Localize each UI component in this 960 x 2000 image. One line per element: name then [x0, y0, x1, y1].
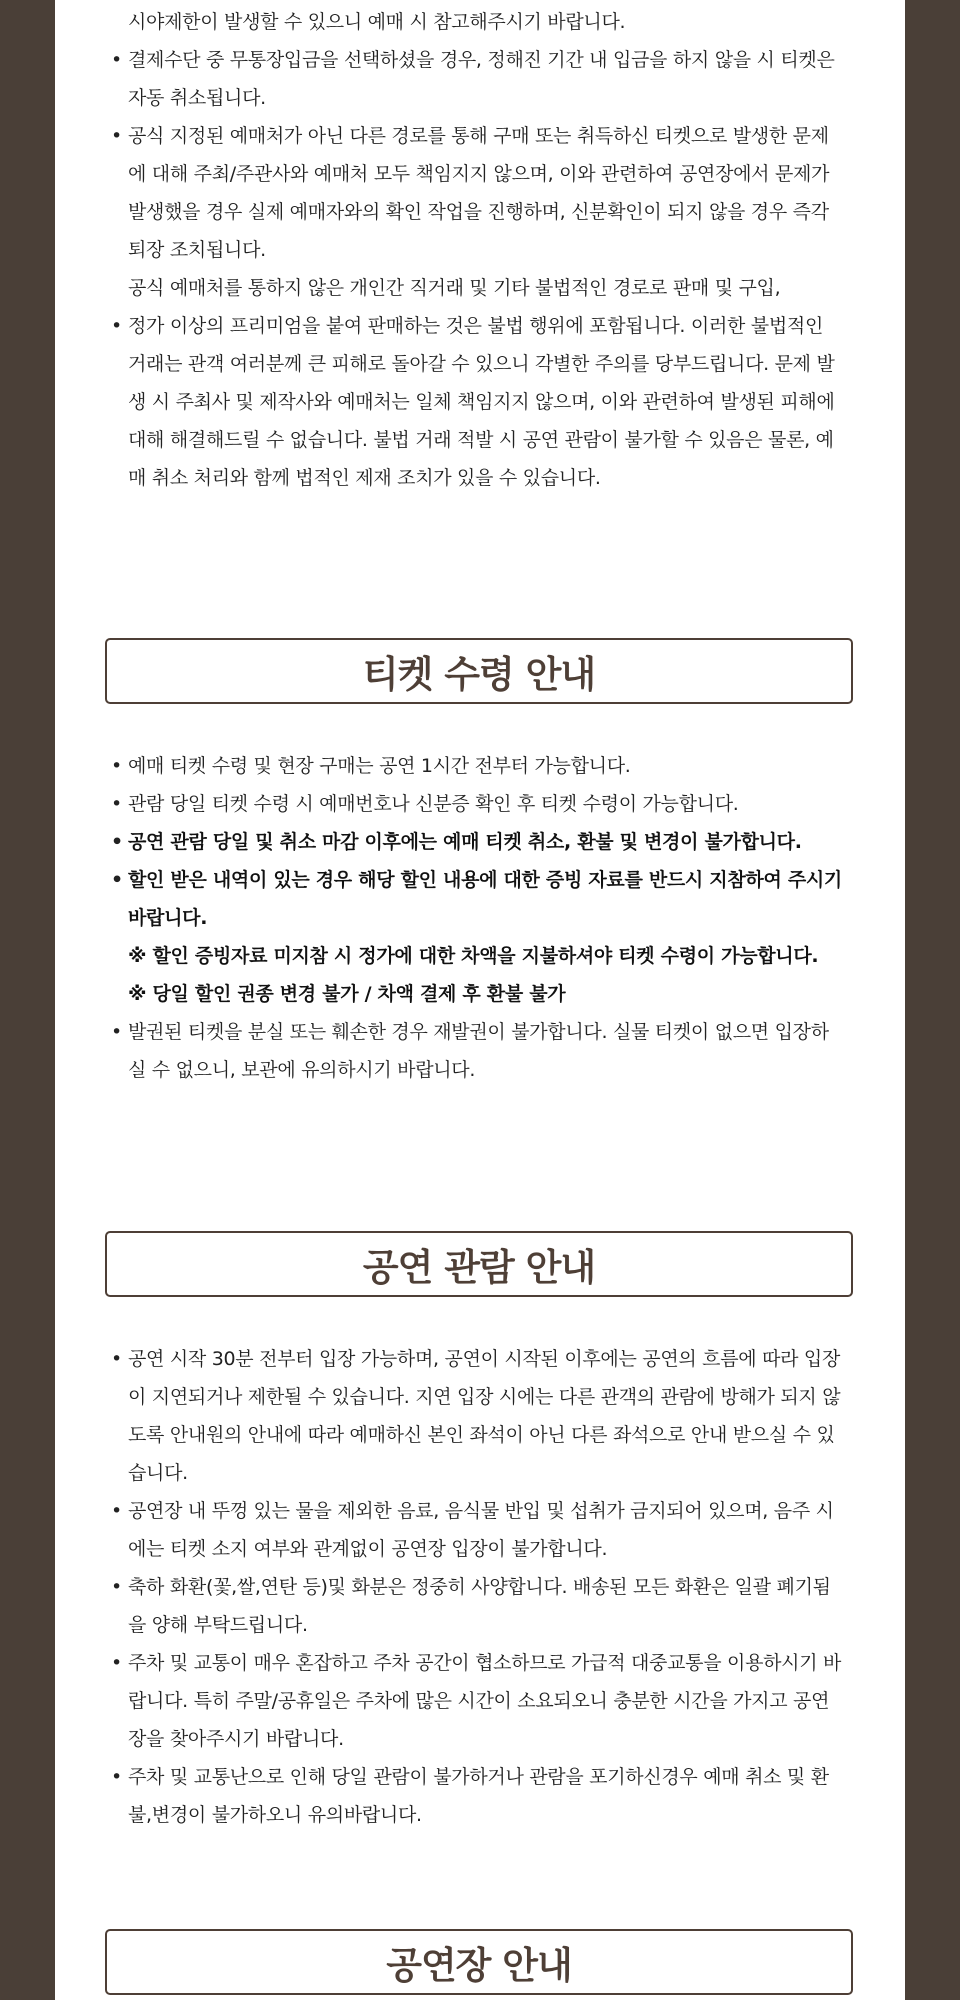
list-item: • 결제수단 중 무통장입금을 선택하셨을 경우, 정해진 기간 내 입금을 하지 않을 시 티켓은 자동 취소됩니다. [55, 41, 905, 117]
list-item: • 공연장 내 뚜껑 있는 물을 제외한 음료, 음식물 반입 및 섭취가 금지되어 있으며, 음주 시에는 티켓 소지 여부와 관계없이 공연장 입장이 불가합니다. [55, 1492, 905, 1568]
list-item: • 주차 및 교통이 매우 혼잡하고 주차 공간이 협소하므로 가급적 대중교통을 이용하시기 바랍니다. 특히 주말/공휴일은 주차에 많은 시간이 소요되오니 충분한 시간을 가지고 공연장을 찾아주시기 바랍니다. [55, 1644, 905, 1758]
list-note: ※ 당일 할인 권종 변경 불가 / 차액 결제 후 환불 불가 [128, 983, 566, 1005]
ticket-pickup-section [55, 747, 905, 1089]
note-text: ※ 할인 증빙자료 미지참 시 정가에 대한 차액을 지불하셔야 티켓 수령이 가능합니다. [128, 945, 819, 967]
list-item: • 발권된 티켓을 분실 또는 훼손한 경우 재발권이 불가합니다. 실물 티켓이 없으면 입장하실 수 없으니, 보관에 유의하시기 바랍니다. [55, 1013, 905, 1089]
viewing-guide-list [55, 1340, 905, 1834]
list-item: • 예매 티켓 수령 및 현장 구매는 공연 1시간 전부터 가능합니다. [55, 747, 905, 785]
venue-guide-heading: 공연장 안내 [105, 1929, 853, 1995]
list-note [55, 937, 905, 975]
list-item: 시야제한이 발생할 수 있으니 예매 시 참고해주시기 바랍니다. [128, 11, 626, 33]
list-item-emphasis: • 공연 관람 당일 및 취소 마감 이후에는 예매 티켓 취소, 환불 및 변경이 불가합니다. [55, 823, 905, 861]
list-item: • 관람 당일 티켓 수령 시 예매번호나 신분증 확인 후 티켓 수령이 가능합니다. [55, 785, 905, 823]
list-item: • 정가 이상의 프리미엄을 붙여 판매하는 것은 불법 행위에 포함됩니다. 이러한 불법적인 거래는 관객 여러분께 큰 피해로 돌아갈 수 있으니 각별한 주의를 당부드립니다. 문제 발생 시 주최사 및 제작사와 예매처는 일체 책임지지 않으며, 이와 관련하여 발생된 피해에 대해 해결해드릴 수 없습니다. 불법 거래 적발 시 공연 관람이 불가할 수 있음은 물론, 예매 취소 처리와 함께 법적인 제재 조치가 있을 수 있습니다. [55, 307, 905, 497]
list-item: • 축하 화환(꽃,쌀,연탄 등)및 화분은 정중히 사양합니다. 배송된 모든 화환은 일괄 폐기됨을 양해 부탁드립니다. [55, 1568, 905, 1644]
list-item: • 주차 및 교통난으로 인해 당일 관람이 불가하거나 관람을 포기하신경우 예매 취소 및 환불,변경이 불가하오니 유의바랍니다. [55, 1758, 905, 1834]
list-item: • 공연 시작 30분 전부터 입장 가능하며, 공연이 시작된 이후에는 공연의 흐름에 따라 입장이 지연되거나 제한될 수 있습니다. 지연 입장 시에는 다른 관객의 관람에 방해가 되지 않도록 안내원의 안내에 따라 예매하신 본인 좌석이 아닌 다른 좌석으로 안내 받으실 수 있습니다. [55, 1340, 905, 1492]
list-item: 공식 예매처를 통하지 않은 개인간 직거래 및 기타 불법적인 경로로 판매 및 구입, [128, 277, 781, 299]
ticket-pickup-heading: 티켓 수령 안내 [105, 638, 853, 704]
list-item: • 공식 지정된 예매처가 아닌 다른 경로를 통해 구매 또는 취득하신 티켓으로 발생한 문제에 대해 주최/주관사와 예매처 모두 책임지지 않으며, 이와 관련하여 공연장에서 문제가 발생했을 경우 실제 예매자와의 확인 작업을 진행하며, 신분확인이 되지 않을 경우 즉각 퇴장 조치됩니다. [55, 117, 905, 269]
list-item-emphasis: • 할인 받은 내역이 있는 경우 해당 할인 내용에 대한 증빙 자료를 반드시 지참하여 주시기 바랍니다. [55, 861, 905, 937]
booking-notes-list [55, 3, 905, 497]
booking-notes-section [55, 3, 905, 497]
viewing-guide-heading: 공연 관람 안내 [105, 1231, 853, 1297]
notice-page [55, 0, 905, 2000]
ticket-pickup-list [55, 747, 905, 1089]
viewing-guide-section [55, 1340, 905, 1834]
